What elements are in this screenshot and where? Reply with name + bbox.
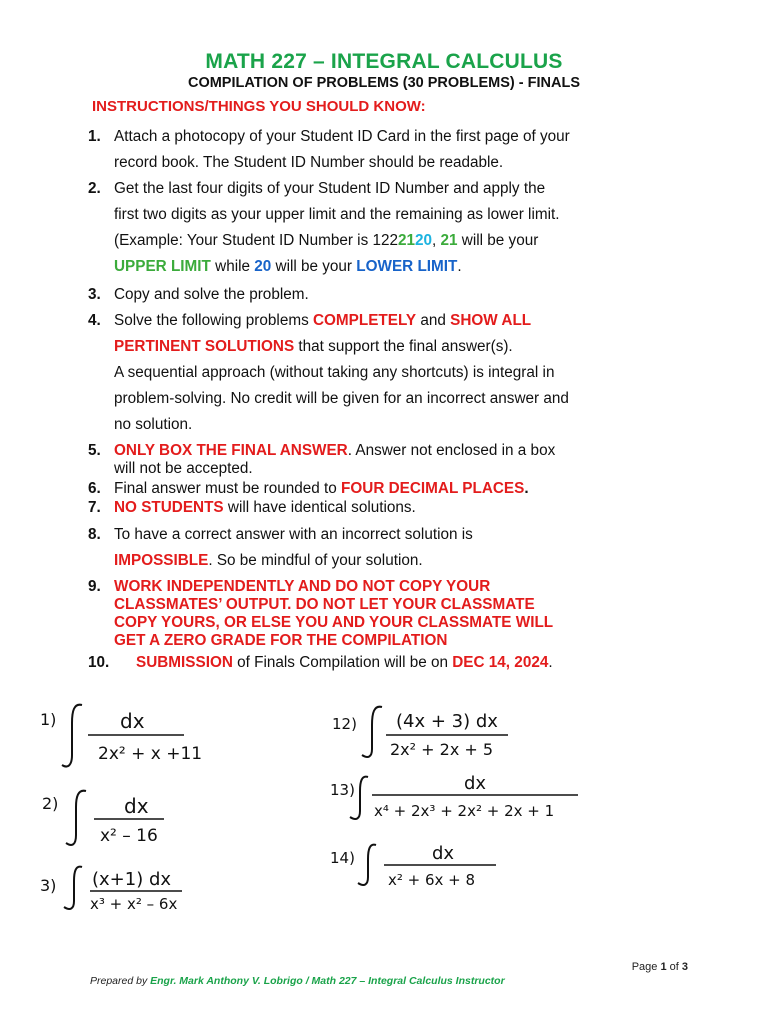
instruction-item-10 <box>88 654 688 672</box>
denominator: x² – 16 <box>100 826 158 846</box>
denominator: x³ + x² – 6x <box>90 895 178 913</box>
denominator: 2x² + 2x + 5 <box>390 740 494 759</box>
item-number: 6. <box>88 480 101 497</box>
page-prefix: Page <box>631 961 661 973</box>
item-number: 10. <box>88 654 110 671</box>
item-line: first two digits as your upper limit and the remaining as lower limit. <box>114 206 560 223</box>
item-number: 5. <box>88 442 101 459</box>
item-line: will not be accepted. <box>114 460 253 477</box>
page-current: 1 <box>660 961 667 973</box>
text: that support the final answer(s). <box>294 338 513 355</box>
item-line: To have a correct answer with an incorrect solution is <box>114 526 473 543</box>
integral-sign <box>362 707 382 757</box>
prepared-by-footer <box>90 975 505 987</box>
integral-sign <box>64 867 82 909</box>
example-sep: , <box>432 232 441 249</box>
text: Final answer must be rounded to <box>114 480 342 497</box>
problems-drawing <box>30 695 730 935</box>
page-subtitle: COMPILATION OF PROBLEMS (30 PROBLEMS) - FINALS <box>187 75 581 91</box>
due-date: DEC 14, 2024 <box>452 654 549 671</box>
period: . <box>548 654 553 671</box>
problem-2 <box>42 791 164 846</box>
page-of: of <box>666 961 682 973</box>
item-line <box>114 334 688 360</box>
upper-digits: 21 <box>398 232 416 249</box>
item-number: 7. <box>88 499 101 516</box>
item-line: Attach a photocopy of your Student ID Card in the first page of your <box>114 128 570 145</box>
item-line: GET A ZERO GRADE FOR THE COMPILATION <box>114 632 448 649</box>
problem-1 <box>40 705 202 767</box>
denominator: x⁴ + 2x³ + 2x² + 2x + 1 <box>374 802 555 820</box>
item-line: problem-solving. No credit will be given for an incorrect answer and <box>114 390 569 407</box>
numerator: dx <box>120 709 145 733</box>
problem-label: 3) <box>40 876 57 895</box>
item-line <box>114 499 688 517</box>
item-line <box>114 548 688 574</box>
completely-emph: COMPLETELY <box>312 312 417 329</box>
numerator: (4x + 3) dx <box>396 711 498 732</box>
show-all-emph: SHOW ALL <box>450 312 532 329</box>
problem-label: 14) <box>330 849 355 867</box>
item-line: WORK INDEPENDENTLY AND DO NOT COPY YOUR <box>114 578 491 595</box>
integral-sign <box>66 791 86 845</box>
will-be-text: will be your <box>271 258 357 275</box>
box-answer-emph: ONLY BOX THE FINAL ANSWER <box>114 442 348 459</box>
item-line: Copy and solve the problem. <box>114 286 309 303</box>
problem-label: 13) <box>330 781 355 799</box>
numerator: dx <box>464 773 487 794</box>
lower-limit-label: LOWER LIMIT <box>356 258 458 275</box>
instruction-item-3 <box>88 282 688 308</box>
item-line: no solution. <box>114 416 193 433</box>
numerator: (x+1) dx <box>92 869 172 890</box>
item-line <box>114 480 688 498</box>
while-text: while <box>210 258 255 275</box>
item-line: Get the last four digits of your Student ID Number and apply the <box>114 180 546 197</box>
lower-value: 20 <box>254 258 272 275</box>
item-line <box>136 654 688 672</box>
period: . <box>524 480 529 497</box>
instruction-item-2 <box>88 176 688 280</box>
problem-14 <box>330 843 496 889</box>
item-line: CLASSMATES’ OUTPUT. DO NOT LET YOUR CLASSMATE <box>114 596 535 613</box>
instructions-heading: INSTRUCTIONS/THINGS YOU SHOULD KNOW: <box>92 98 426 115</box>
item-number: 3. <box>88 286 101 303</box>
example-tail: will be your <box>457 232 539 249</box>
text: . So be mindful of your solution. <box>208 552 423 569</box>
instruction-item-8 <box>88 522 688 574</box>
problem-13 <box>330 773 578 820</box>
item-number: 1. <box>88 128 101 145</box>
author-name: Engr. Mark Anthony V. Lobrigo / Math 227 – Integral Calculus Instructor <box>150 975 505 987</box>
handwritten-problems <box>30 695 730 935</box>
item-number: 2. <box>88 180 101 197</box>
period: . <box>457 258 462 275</box>
problem-12 <box>332 707 508 759</box>
problem-label: 2) <box>42 794 59 813</box>
instruction-item-9 <box>88 578 688 650</box>
upper-limit-label: UPPER LIMIT <box>114 258 211 275</box>
denominator: 2x² + x +11 <box>98 744 203 764</box>
numerator: dx <box>432 843 455 864</box>
text: Solve the following problems <box>114 312 313 329</box>
item-line: COPY YOURS, OR ELSE YOU AND YOUR CLASSMATE WILL <box>114 614 554 631</box>
text: . Answer not enclosed in a box <box>347 442 556 459</box>
instruction-item-5 <box>88 442 688 478</box>
example-text: (Example: Your Student ID Number is 122 <box>114 232 398 249</box>
text: and <box>416 312 451 329</box>
text: will have identical solutions. <box>223 499 416 516</box>
instruction-item-6 <box>88 480 688 498</box>
instruction-item-4 <box>88 308 688 438</box>
integral-sign <box>62 705 82 767</box>
upper-value: 21 <box>440 232 458 249</box>
page-total: 3 <box>681 961 688 973</box>
item-line <box>114 442 688 460</box>
item-line: A sequential approach (without taking any shortcuts) is integral in <box>114 364 555 381</box>
submission-emph: SUBMISSION <box>136 654 233 671</box>
problem-label: 1) <box>40 710 57 729</box>
denominator: x² + 6x + 8 <box>388 871 476 889</box>
item-number: 4. <box>88 312 101 329</box>
item-line: record book. The Student ID Number should be readable. <box>114 154 504 171</box>
item-number: 9. <box>88 578 101 595</box>
page-number <box>632 961 688 973</box>
instruction-item-1 <box>88 124 688 176</box>
item-line <box>114 228 688 254</box>
prepared-by-label: Prepared by <box>90 975 151 987</box>
numerator: dx <box>124 794 149 818</box>
impossible-emph: IMPOSSIBLE <box>114 552 209 569</box>
page-title: MATH 227 – INTEGRAL CALCULUS <box>205 50 563 73</box>
no-students-emph: NO STUDENTS <box>114 499 224 516</box>
problem-label: 12) <box>332 715 357 733</box>
lower-digits: 20 <box>415 232 433 249</box>
problem-3 <box>40 867 182 913</box>
item-line <box>114 254 688 280</box>
integral-sign <box>358 845 376 885</box>
instruction-item-7 <box>88 499 688 517</box>
item-line <box>114 308 688 334</box>
text: of Finals Compilation will be on <box>232 654 453 671</box>
pertinent-emph: PERTINENT SOLUTIONS <box>114 338 295 355</box>
decimal-emph: FOUR DECIMAL PLACES <box>341 480 525 497</box>
item-number: 8. <box>88 526 101 543</box>
